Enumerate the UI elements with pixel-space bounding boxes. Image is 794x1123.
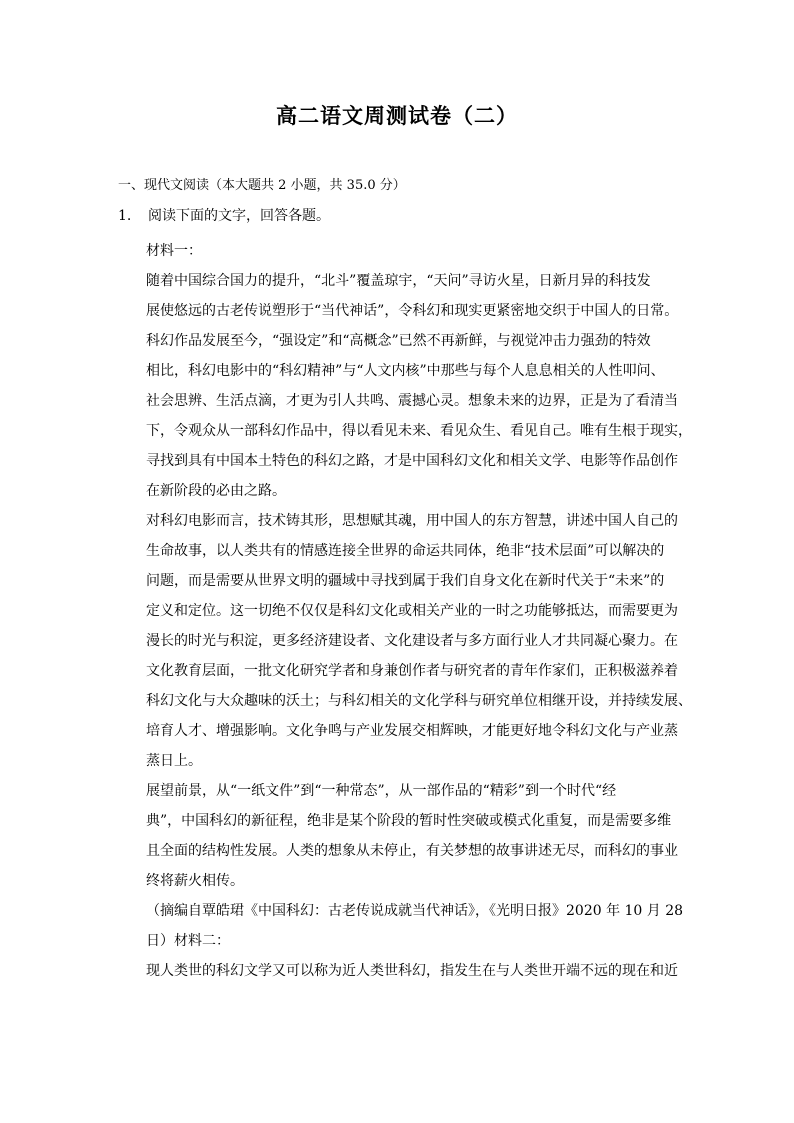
passage-line: 下，令观众从一部科幻作品中，得以看见未来、看见众生、看见自己。唯有生根于现实，	[146, 423, 692, 439]
passage-line: 日）材料二：	[146, 933, 230, 949]
passage-line: 寻找到具有中国本土特色的科幻之路，才是中国科幻文化和相关文学、电影等作品创作	[146, 453, 678, 469]
section-heading: 一、现代文阅读（本大题共 2 小题，共 35.0 分）	[118, 178, 406, 193]
passage-line: 对科幻电影而言，技术铸其形，思想赋其魂，用中国人的东方智慧，讲述中国人自己的	[146, 513, 678, 529]
question-header	[118, 206, 330, 226]
passage-line: 定义和定位。这一切绝不仅仅是科幻文化或相关产业的一时之功能够抵达，而需要更为	[146, 603, 678, 619]
passage-line: 科幻作品发展至今，“强设定”和“高概念”已然不再新鲜，与视觉冲击力强劲的特效	[146, 333, 651, 349]
passage-line: 相比，科幻电影中的“科幻精神”与“人文内核”中那些与每个人息息相关的人性叩问、	[146, 363, 665, 379]
passage-line: 培育人才、增强影响。文化争鸣与产业发展交相辉映，才能更好地令科幻文化与产业蒸	[146, 723, 678, 739]
passage-line: 终将薪火相传。	[146, 873, 244, 889]
passage-line: 社会思辨、生活点滴，才更为引人共鸣、震撼心灵。想象未来的边界，正是为了看清当	[146, 393, 678, 409]
passage-line: 漫长的时光与积淀，更多经济建设者、文化建设者与多方面行业人才共同凝心聚力。在	[146, 633, 678, 649]
reading-passage	[146, 236, 692, 986]
passage-line: 典”，中国科幻的新征程，绝非是某个阶段的暂时性突破或模式化重复，而是需要多维	[146, 813, 672, 829]
question-number: 1.	[118, 208, 132, 224]
passage-line: 问题，而是需要从世界文明的疆域中寻找到属于我们自身文化在新时代关于“未来”的	[146, 573, 665, 589]
passage-line: 蒸日上。	[146, 753, 202, 769]
passage-line: 在新阶段的必由之路。	[146, 483, 286, 499]
passage-line: 科幻文化与大众趣味的沃土；与科幻相关的文化学科与研究单位相继开设，并持续发展、	[146, 693, 692, 709]
page-title: 高二语文周测试卷（二）	[276, 103, 518, 128]
passage-line: （摘编自覃皓珺《中国科幻：古老传说成就当代神话》，《光明日报》2020 年 10 月 28	[146, 903, 684, 919]
passage-line: 且全面的结构性发展。人类的想象从未停止，有关梦想的故事讲述无尽，而科幻的事业	[146, 843, 678, 859]
passage-line: 展望前景，从“一纸文件”到“一种常态”，从一部作品的“精彩”到一个时代“经	[146, 783, 617, 799]
question-prompt: 阅读下面的文字，回答各题。	[148, 208, 330, 224]
passage-line: 材料一：	[146, 243, 202, 259]
passage-line: 现人类世的科幻文学又可以称为近人类世科幻，指发生在与人类世开端不远的现在和近	[146, 963, 678, 979]
passage-line: 展使悠远的古老传说塑形于“当代神话”，令科幻和现实更紧密地交织于中国人的日常。	[146, 303, 679, 319]
passage-line: 文化教育层面，一批文化研究学者和身兼创作者与研究者的青年作家们，正积极滋养着	[146, 663, 678, 679]
passage-line: 生命故事，以人类共有的情感连接全世界的命运共同体，绝非“技术层面”可以解决的	[146, 543, 665, 559]
passage-line: 随着中国综合国力的提升，“北斗”覆盖琼宇，“天问”寻访火星，日新月异的科技发	[146, 273, 651, 289]
